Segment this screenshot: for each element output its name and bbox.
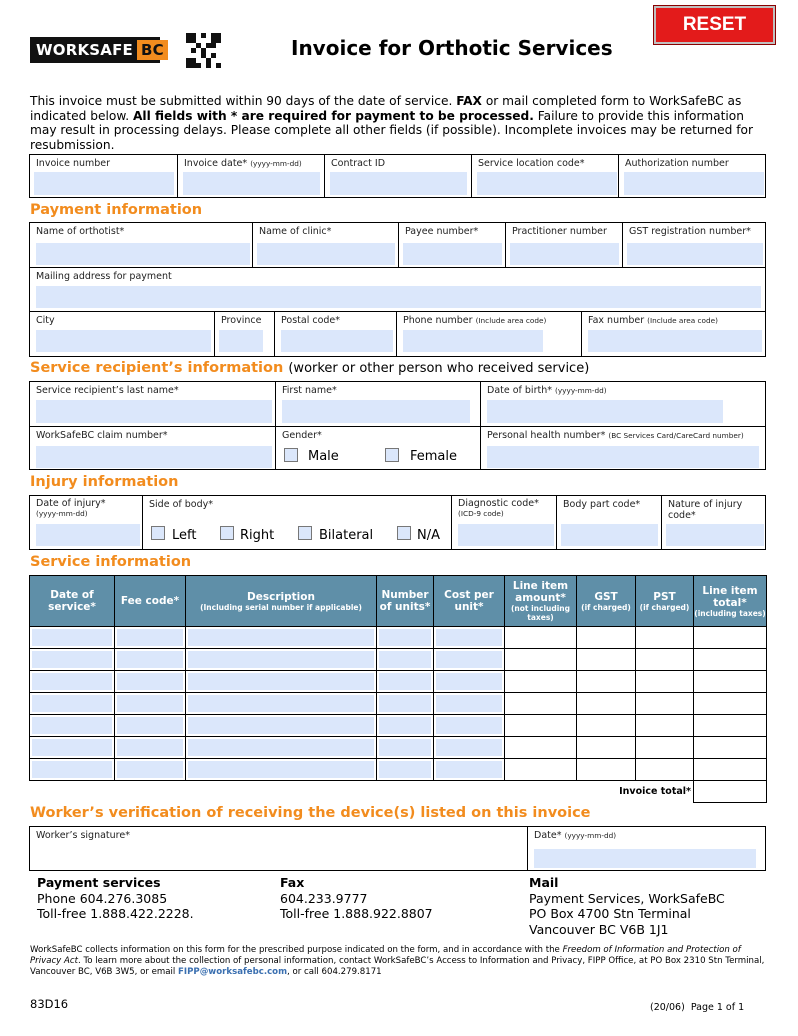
- female-checkbox[interactable]: [385, 448, 399, 462]
- fipp-email-link[interactable]: FIPP@worksafebc.com: [178, 967, 288, 977]
- authorization-number-input[interactable]: [624, 172, 764, 195]
- contract-id-input[interactable]: [330, 172, 467, 195]
- computed-cell: [577, 671, 636, 693]
- service-row: [30, 737, 767, 759]
- service-cell-input[interactable]: [379, 717, 431, 734]
- qr-code-icon: [186, 33, 221, 68]
- service-row: [30, 671, 767, 693]
- service-cell-input[interactable]: [188, 651, 374, 668]
- service-cell-input[interactable]: [32, 717, 112, 734]
- injury-heading: Injury information: [30, 474, 179, 490]
- service-cell-input[interactable]: [32, 739, 112, 756]
- service-cell-input[interactable]: [32, 695, 112, 712]
- service-cell-input[interactable]: [436, 651, 502, 668]
- nature-of-injury-input[interactable]: [666, 524, 764, 546]
- computed-cell: [636, 627, 694, 649]
- computed-cell: [577, 715, 636, 737]
- service-cell-input[interactable]: [188, 739, 374, 756]
- invoice-number-input[interactable]: [34, 172, 174, 195]
- invoice-total-label: Invoice total*: [619, 786, 691, 798]
- service-cell-input[interactable]: [436, 761, 502, 778]
- service-cell-input[interactable]: [117, 761, 183, 778]
- service-cell-input[interactable]: [188, 629, 374, 646]
- bilateral-checkbox[interactable]: [298, 526, 312, 540]
- column-header: Number of units*: [377, 576, 434, 627]
- computed-cell: [636, 737, 694, 759]
- service-cell-input[interactable]: [117, 673, 183, 690]
- injury-box: Date of injury* (yyyy-mm-dd) Side of body* Left Right Bilateral N/A Diagnostic code* (ICD-9 code) Body part code* Nature of injury code*: [29, 495, 766, 550]
- column-header: Fee code*: [115, 576, 186, 627]
- computed-cell: [694, 627, 767, 649]
- service-cell-input[interactable]: [32, 651, 112, 668]
- computed-cell: [636, 693, 694, 715]
- computed-cell: [636, 715, 694, 737]
- computed-cell: [505, 693, 577, 715]
- mail-contact: Mail Payment Services, WorkSafeBC PO Box 4700 Stn Terminal Vancouver BC V6B 1J1: [529, 875, 725, 937]
- computed-cell: [505, 737, 577, 759]
- computed-cell: [694, 693, 767, 715]
- computed-cell: [577, 759, 636, 781]
- computed-cell: [636, 671, 694, 693]
- computed-cell: [577, 737, 636, 759]
- fax-number-input[interactable]: [588, 330, 762, 352]
- computed-cell: [577, 649, 636, 671]
- right-checkbox[interactable]: [220, 526, 234, 540]
- na-checkbox[interactable]: [397, 526, 411, 540]
- service-heading: Service information: [30, 554, 192, 570]
- computed-cell: [505, 759, 577, 781]
- personal-health-number-input[interactable]: [487, 446, 759, 468]
- computed-cell: [577, 693, 636, 715]
- service-cell-input[interactable]: [32, 629, 112, 646]
- payment-box: Name of orthotist* Name of clinic* Payee number* Practitioner number GST registration number* Mailing address for payment City Province Postal code* Phone number (Include area code) Fax number (Include area code): [29, 222, 766, 357]
- computed-cell: [505, 715, 577, 737]
- service-cell-input[interactable]: [188, 695, 374, 712]
- signature-date-input[interactable]: [534, 849, 756, 868]
- service-cell-input[interactable]: [379, 761, 431, 778]
- column-header: Date of service*: [30, 576, 115, 627]
- service-cell-input[interactable]: [436, 695, 502, 712]
- body-part-code-input[interactable]: [561, 524, 658, 546]
- logo-text: WORKSAFE: [36, 41, 133, 59]
- computed-cell: [636, 759, 694, 781]
- column-header: GST (if charged): [577, 576, 636, 627]
- computed-cell: [636, 649, 694, 671]
- recipient-last-name-input[interactable]: [36, 400, 272, 423]
- computed-cell: [505, 671, 577, 693]
- fax-contact: Fax 604.233.9777 Toll-free 1.888.922.8807: [280, 875, 433, 921]
- left-checkbox[interactable]: [151, 526, 165, 540]
- service-cell-input[interactable]: [117, 651, 183, 668]
- date-of-birth-input[interactable]: [487, 400, 723, 423]
- recipient-heading: Service recipient’s information (worker or other person who received service): [30, 360, 590, 376]
- date-of-injury-input[interactable]: [36, 524, 140, 546]
- verification-box: Worker’s signature* Date* (yyyy-mm-dd): [29, 826, 766, 871]
- orthotist-name-input[interactable]: [36, 243, 250, 265]
- service-cell-input[interactable]: [436, 739, 502, 756]
- computed-cell: [694, 759, 767, 781]
- worker-signature-field[interactable]: Worker’s signature*: [29, 827, 527, 871]
- service-cell-input[interactable]: [188, 673, 374, 690]
- service-row: [30, 693, 767, 715]
- column-header: PST (if charged): [636, 576, 694, 627]
- service-location-input[interactable]: [477, 172, 617, 195]
- column-header: Cost per unit*: [434, 576, 505, 627]
- service-cell-input[interactable]: [117, 717, 183, 734]
- computed-cell: [694, 671, 767, 693]
- first-name-input[interactable]: [282, 400, 470, 423]
- male-checkbox[interactable]: [284, 448, 298, 462]
- service-cell-input[interactable]: [117, 695, 183, 712]
- diagnostic-code-input[interactable]: [458, 524, 554, 546]
- service-row: [30, 649, 767, 671]
- service-cell-input[interactable]: [436, 629, 502, 646]
- payment-heading: Payment information: [30, 202, 203, 218]
- service-cell-input[interactable]: [188, 761, 374, 778]
- payment-services-contact: Payment services Phone 604.276.3085 Toll-free 1.888.422.2228.: [37, 875, 194, 921]
- page-indicator: (20/06) Page 1 of 1: [650, 1002, 745, 1013]
- column-header: Line item total* (including taxes): [694, 576, 767, 627]
- reset-button[interactable]: RESET: [654, 6, 775, 44]
- service-table: [29, 575, 767, 803]
- intro-text: This invoice must be submitted within 90 days of the date of service. FAX or mail completed form to WorkSafeBC as indicated below. All fields with * are required for payment to be processed. Failure to provide this information may result in processing delays. Please complete all other fields (if possible). Incomplete invoices may be returned for resubmission.: [30, 94, 754, 152]
- mailing-address-input[interactable]: [36, 286, 761, 308]
- service-cell-input[interactable]: [188, 717, 374, 734]
- phone-number-input[interactable]: [403, 330, 543, 352]
- verification-heading: Worker’s verification of receiving the device(s) listed on this invoice: [30, 805, 591, 821]
- service-cell-input[interactable]: [436, 717, 502, 734]
- service-cell-input[interactable]: [436, 673, 502, 690]
- privacy-notice: WorkSafeBC collects information on this form for the prescribed purpose indicated on the form, and in accordance with the Freedom of Information and Protection of Privacy Act. To learn more about the collection of personal information, contact WorkSafeBC’s Access to Information and Privacy, FIPP Office, at PO Box 2310 Stn Terminal, Vancouver BC, V6B 3W5, or email FIPP@worksafebc.com, or call 604.279.8171: [30, 945, 765, 977]
- postal-code-input[interactable]: [281, 330, 393, 352]
- clinic-name-input[interactable]: [257, 243, 395, 265]
- computed-cell: [577, 627, 636, 649]
- service-cell-input[interactable]: [379, 651, 431, 668]
- column-header: Description (Including serial number if applicable): [186, 576, 377, 627]
- invoice-total-row: [30, 781, 767, 803]
- service-cell-input[interactable]: [379, 739, 431, 756]
- service-row: [30, 627, 767, 649]
- province-input[interactable]: [219, 330, 263, 352]
- invoice-header-box: Invoice number Invoice date* (yyyy-mm-dd) Contract ID Service location code* Authorization number: [29, 154, 766, 198]
- computed-cell: [505, 649, 577, 671]
- computed-cell: [694, 715, 767, 737]
- service-row: [30, 715, 767, 737]
- service-cell-input[interactable]: [117, 739, 183, 756]
- column-header: Line item amount* (not including taxes): [505, 576, 577, 627]
- payee-number-input[interactable]: [403, 243, 502, 265]
- form-code: 83D16: [30, 997, 69, 1011]
- service-row: [30, 759, 767, 781]
- service-cell-input[interactable]: [32, 761, 112, 778]
- invoice-total-value: [694, 781, 767, 803]
- logo-bc: BC: [137, 40, 168, 60]
- claim-number-input[interactable]: [36, 446, 272, 468]
- page-title: Invoice for Orthotic Services: [291, 36, 613, 60]
- gst-registration-input[interactable]: [627, 243, 763, 265]
- worksafebc-logo: [30, 37, 164, 63]
- practitioner-number-input[interactable]: [510, 243, 619, 265]
- service-cell-input[interactable]: [379, 695, 431, 712]
- computed-cell: [505, 627, 577, 649]
- computed-cell: [694, 649, 767, 671]
- service-cell-input[interactable]: [117, 629, 183, 646]
- invoice-date-input[interactable]: [183, 172, 320, 195]
- service-cell-input[interactable]: [379, 629, 431, 646]
- city-input[interactable]: [36, 330, 211, 352]
- recipient-box: Service recipient’s last name* First name* Date of birth* (yyyy-mm-dd) WorkSafeBC claim number* Gender* Male Female Personal health number* (BC Services Card/CareCard number): [29, 381, 766, 470]
- service-cell-input[interactable]: [379, 673, 431, 690]
- service-cell-input[interactable]: [32, 673, 112, 690]
- computed-cell: [694, 737, 767, 759]
